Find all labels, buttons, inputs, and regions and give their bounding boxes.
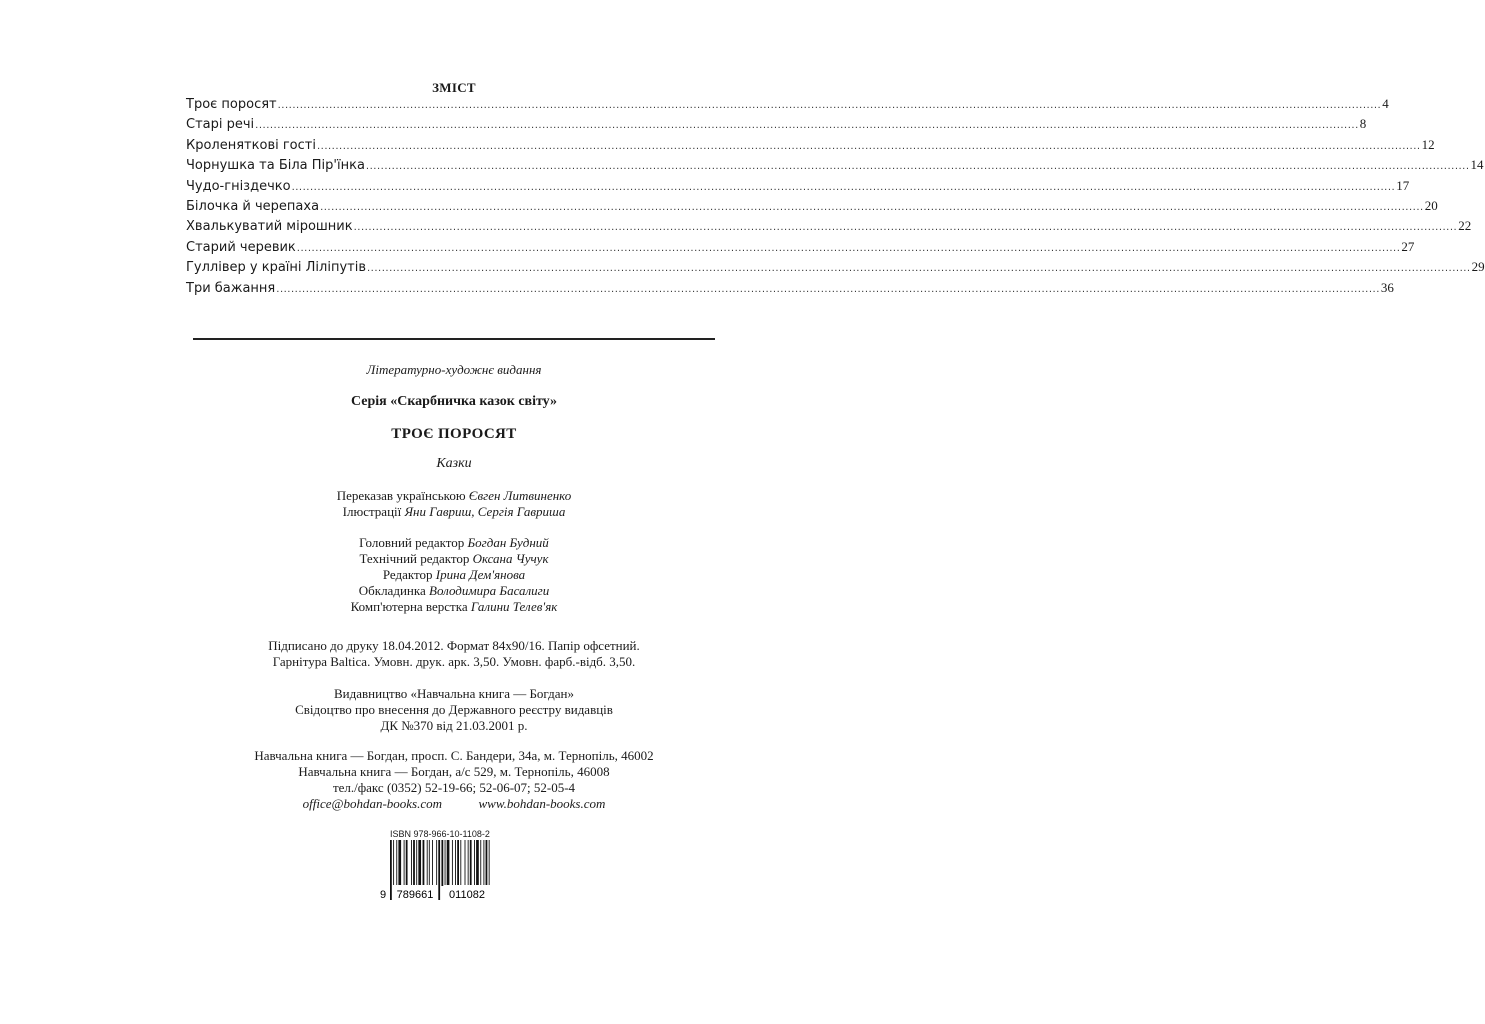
toc-leader-dots: ............................................................................................................................................................................................................................................................................................................ (277, 100, 1382, 111)
toc-entry (186, 157, 1484, 177)
book-title: ТРОЄ ПОРОСЯТ (391, 426, 517, 442)
chief-editor-name: Богдан Будний (467, 535, 549, 550)
toc-entry (186, 279, 1394, 300)
toc-entry-title: Три бажання (186, 280, 276, 296)
print-info-line: Підписано до друку 18.04.2012. Формат 84х90/16. Папір офсетний. (268, 638, 640, 653)
toc-entry (186, 177, 1410, 198)
barcode-digits-right: 011082 (449, 889, 485, 901)
toc-entry (186, 238, 1415, 259)
translator-line (0, 488, 908, 504)
translator-label: Переказав українською (336, 488, 466, 503)
toc-leader-dots: ............................................................................................................................................................................................................................................................................................................ (296, 242, 1401, 254)
publisher-info (0, 686, 908, 734)
toc-leader-dots: ............................................................................................................................................................................................................................................................................................................ (367, 263, 1471, 275)
toc-leader-dots: ............................................................................................................................................................................................................................................................................................................ (276, 283, 1380, 295)
edition-type: Літературно-художнє видання (366, 362, 542, 377)
toc-entry (186, 197, 1438, 218)
series-title: Серія «Скарбничка казок світу» (350, 394, 558, 409)
section-divider (193, 338, 715, 340)
address-line: Навчальна книга — Богдан, просп. С. Бандери, 34а, м. Тернопіль, 46002 (254, 748, 654, 763)
tech-editor-name: Оксана Чучук (472, 551, 549, 566)
toc-entry (186, 218, 1472, 238)
illustrator-line (0, 504, 908, 520)
tech-editor-line (0, 551, 908, 567)
toc-entry-page: 17 (1396, 177, 1410, 193)
web-contacts (0, 796, 908, 812)
toc-entry-title: Чудо-гніздечко (186, 178, 291, 194)
toc-entry-title: Старі речі (186, 117, 255, 133)
genre-label: Казки (436, 456, 472, 471)
barcode-digits-left: 789661 (396, 889, 434, 901)
isbn-barcode (378, 840, 508, 900)
cover-artist-name: Володимира Басалиги (429, 583, 550, 598)
print-info (0, 638, 908, 670)
toc-entry (186, 116, 1367, 136)
toc-entry-page: 4 (1382, 96, 1389, 111)
address-line: Навчальна книга — Богдан, а/с 529, м. Тернопіль, 46008 (298, 764, 610, 779)
toc-entry-title: Чорнушка та Біла Пір'їнка (186, 158, 365, 174)
toc-entry-title: Старий черевик (186, 239, 296, 255)
chief-editor-line (0, 535, 908, 551)
toc-leader-dots: ............................................................................................................................................................................................................................................................................................................ (316, 140, 1421, 152)
illustrator-name: Яни Гавриш, Сергія Гавриша (404, 504, 566, 519)
cover-line (0, 583, 908, 599)
toc-entry-page: 8 (1359, 116, 1367, 132)
toc-entry (186, 259, 1485, 279)
toc-entry-page: 29 (1471, 259, 1485, 275)
toc-entry (186, 136, 1435, 157)
illustrator-label: Ілюстрації (342, 504, 402, 519)
registry-number: ДК №370 від 21.03.2001 р. (380, 718, 528, 733)
toc-entry-title: Гуллівер у країні Ліліпутів (186, 260, 366, 276)
toc-leader-dots: ............................................................................................................................................................................................................................................................................................................ (291, 181, 1396, 193)
isbn-label: ISBN 978-966-10-1108-2 (390, 829, 490, 839)
layout-artist-name: Галини Телев'як (470, 599, 558, 614)
translation-credits (0, 488, 908, 520)
toc-entry-title: Хвалькуватий мірошник (186, 219, 353, 235)
publisher-name: Видавництво «Навчальна книга — Богдан» (334, 686, 574, 701)
toc-leader-dots: ............................................................................................................................................................................................................................................................................................................ (353, 222, 1458, 234)
editor-name: Ірина Дем'янова (435, 567, 526, 582)
toc-entry-title: Кроленяткові гості (186, 137, 316, 153)
print-info-line: Гарнітура Baltica. Умовн. друк. арк. 3,50. Умовн. фарб.-відб. 3,50. (272, 654, 636, 669)
toc-entry-page: 22 (1458, 218, 1472, 234)
layout-label: Комп'ютерна верстка (350, 599, 468, 614)
editorial-credits (0, 535, 908, 615)
toc-entry (186, 96, 1389, 116)
phone-fax: тел./факс (0352) 52-19-66; 52-06-07; 52-05-4 (332, 780, 576, 795)
translator-name: Євген Литвиненко (468, 488, 572, 503)
toc-leader-dots: ............................................................................................................................................................................................................................................................................................................ (255, 120, 1359, 132)
toc-entry-page: 14 (1470, 157, 1484, 173)
website-link[interactable]: www.bohdan-books.com (478, 796, 606, 811)
toc-entry-title: Білочка й черепаха (186, 198, 320, 214)
table-of-contents (186, 96, 1485, 300)
email-link[interactable]: office@bohdan-books.com (302, 796, 443, 811)
registry-certificate: Свідоцтво про внесення до Державного реєстру видавців (295, 702, 613, 717)
chief-editor-label: Головний редактор (359, 535, 465, 550)
toc-leader-dots: ............................................................................................................................................................................................................................................................................................................ (320, 201, 1424, 213)
toc-entry-page: 12 (1421, 136, 1435, 152)
toc-entry-page: 27 (1401, 238, 1415, 254)
toc-leader-dots: ............................................................................................................................................................................................................................................................................................................ (365, 161, 1470, 173)
editor-label: Редактор (382, 567, 433, 582)
cover-label: Обкладинка (358, 583, 426, 598)
toc-entry-page: 20 (1424, 197, 1438, 213)
toc-entry-page: 36 (1380, 279, 1394, 295)
barcode-digit-first: 9 (380, 889, 387, 901)
editor-line (0, 567, 908, 583)
layout-line (0, 599, 908, 615)
tech-editor-label: Технічний редактор (359, 551, 470, 566)
contact-info (0, 748, 908, 812)
toc-entry-title: Троє поросят (186, 97, 277, 112)
toc-heading: ЗМІСТ (432, 80, 476, 95)
